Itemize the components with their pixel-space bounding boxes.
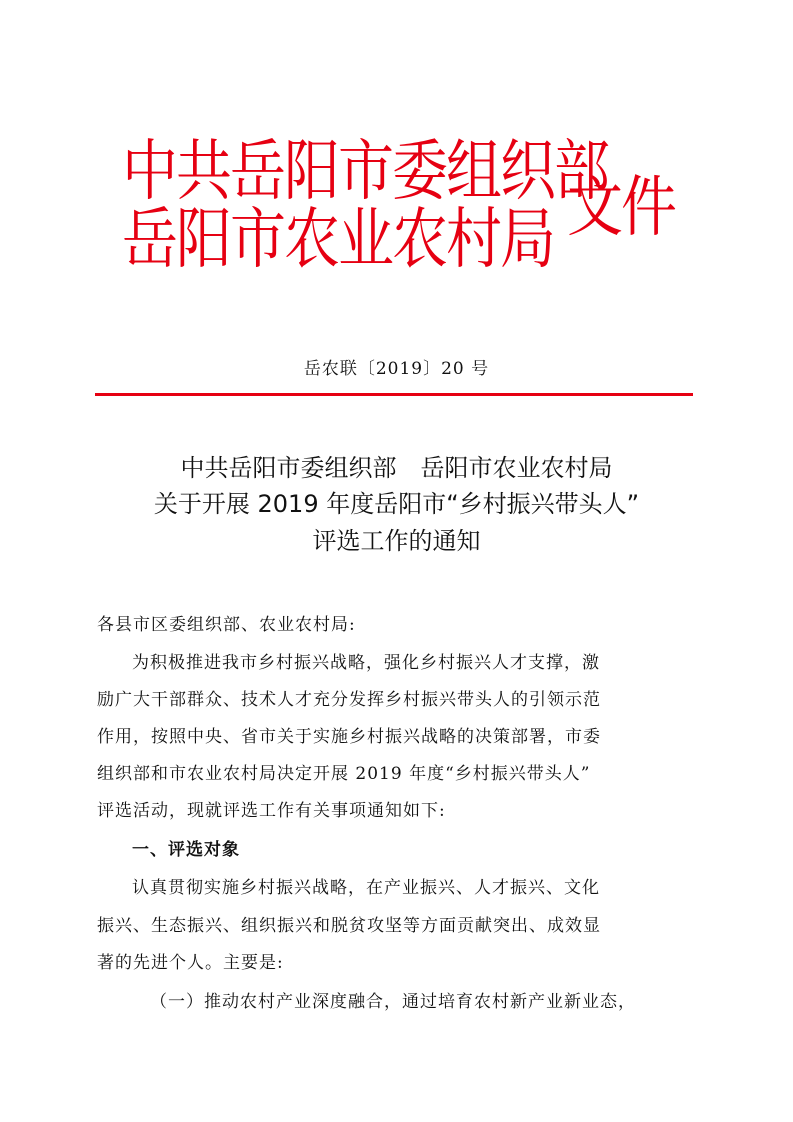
header-line-issuer-2: 岳阳市农业农村局 [122, 201, 554, 278]
paragraph-line: 作用，按照中央、省市关于实施乡村振兴战略的决策部署，市委 [97, 727, 601, 747]
paragraph-line: 组织部和市农业农村局决定开展 2019 年度“乡村振兴带头人” [97, 764, 591, 784]
paragraph-line: 为积极推进我市乡村振兴战略，强化乡村振兴人才支撑，激 [132, 653, 600, 673]
salutation: 各县市区委组织部、农业农村局: [97, 615, 356, 635]
document-number: 岳农联〔2019〕20 号 [303, 359, 490, 379]
title-line-1: 中共岳阳市委组织部 岳阳市农业农村局 [180, 454, 613, 482]
paragraph-line: 励广大干部群众、技术人才充分发挥乡村振兴带头人的引领示范 [97, 690, 601, 710]
title-line-3: 评选工作的通知 [312, 527, 481, 555]
red-divider-line [95, 393, 693, 396]
title-line-2: 关于开展 2019 年度岳阳市“乡村振兴带头人” [153, 490, 640, 518]
header-line-issuer-1: 中共岳阳市委组织部 [122, 133, 608, 210]
list-item-line: （一）推动农村产业深度融合，通过培育农村新产业新业态， [150, 992, 636, 1012]
section-heading: 一、评选对象 [132, 840, 240, 860]
paragraph-line: 认真贯彻实施乡村振兴战略，在产业振兴、人才振兴、文化 [132, 878, 600, 898]
paragraph-line: 评选活动，现就评选工作有关事项通知如下: [97, 801, 446, 821]
paragraph-line: 振兴、生态振兴、组织振兴和脱贫攻坚等方面贡献突出、成效显 [97, 916, 601, 936]
paragraph-line: 著的先进个人。主要是: [97, 953, 284, 973]
header-suffix-wenjian: 文件 [567, 169, 675, 246]
